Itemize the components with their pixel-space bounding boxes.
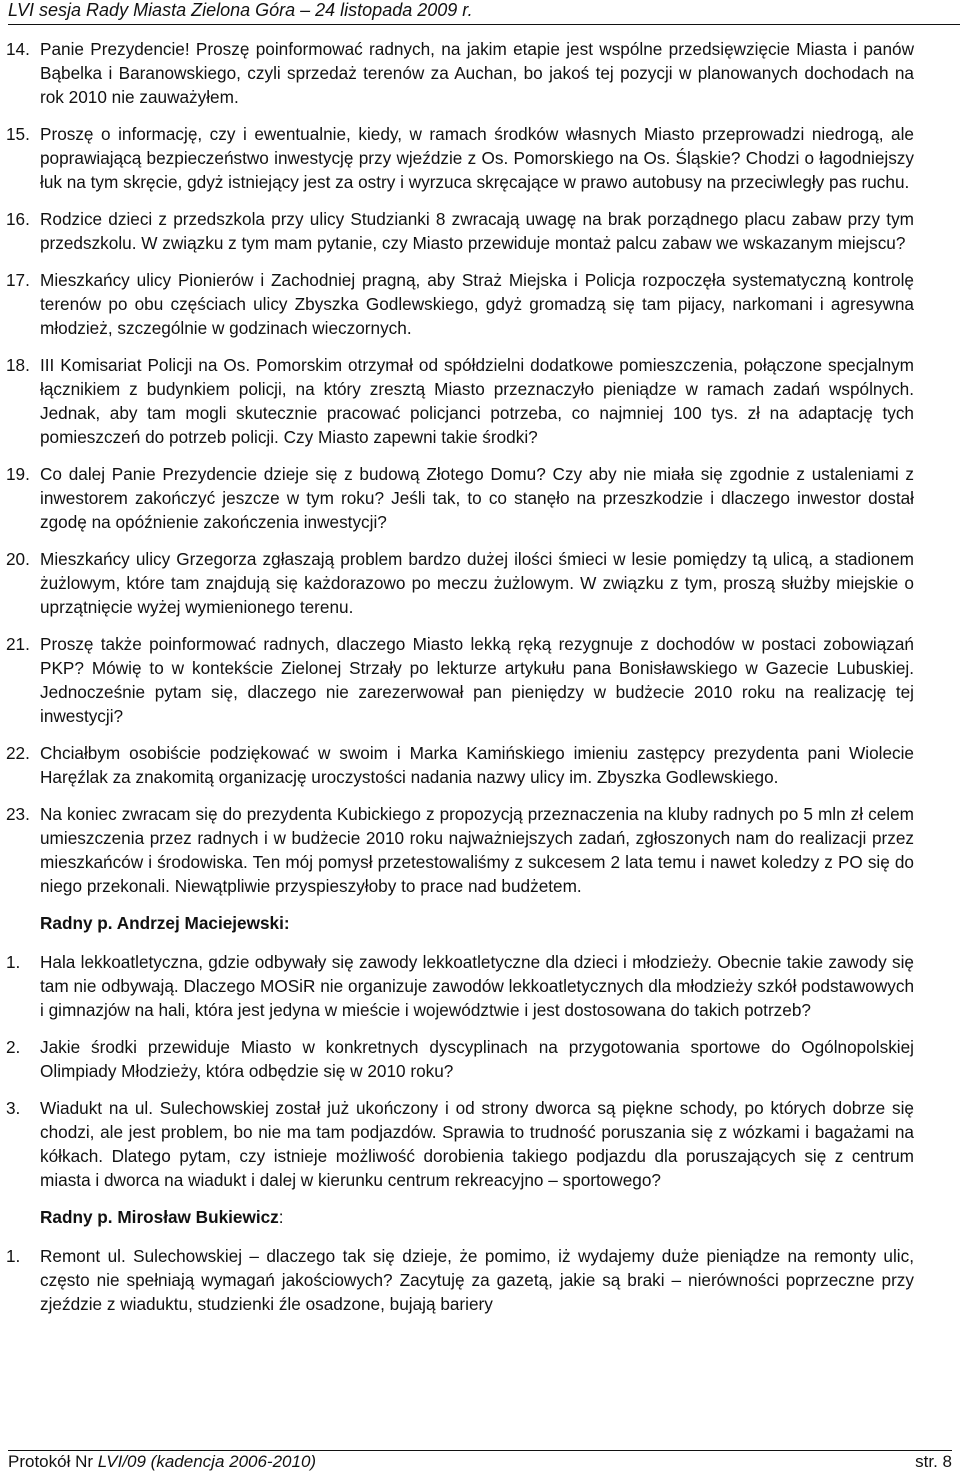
item-number: 1. — [6, 1246, 21, 1266]
item-number: 20. — [6, 549, 30, 569]
speaker-name: Radny p. Andrzej Maciejewski — [40, 913, 284, 933]
item-number: 14. — [6, 39, 30, 59]
page-header — [8, 0, 960, 25]
speaker-colon: : — [278, 1207, 284, 1227]
list-item — [6, 950, 914, 1022]
list-item — [6, 37, 914, 109]
item-number: 19. — [6, 464, 30, 484]
item-number: 18. — [6, 355, 30, 375]
list-item — [6, 1096, 914, 1192]
list-item — [6, 547, 914, 619]
list-item — [6, 1035, 914, 1083]
item-text: Mieszkańcy ulicy Pionierów i Zachodniej pragną, aby Straż Miejska i Policja rozpoczęła systematyczną kontrolę terenów po obu częściach ulicy Zbyszka Godlewskiego, gdyż gromadzą się tam pijacy, narkomani i agresywna młodzież, szczególnie w godzinach wieczornych. — [40, 270, 914, 338]
speaker-colon: : — [283, 913, 290, 933]
protocol-label: Protokół Nr — [8, 1452, 98, 1471]
list-item — [6, 122, 914, 194]
list-item — [6, 1244, 914, 1316]
item-number: 16. — [6, 209, 30, 229]
item-text: Panie Prezydencie! Proszę poinformować radnych, na jakim etapie jest wspólne przedsięwzięcie Miasta i panów Bąbelka i Baranowskiego, czyli sprzedaż terenów za Auchan, bo jakoś tej pozycji w planowanych dochodach na rok 2010 nie zauważyłem. — [40, 39, 914, 107]
item-text: Hala lekkoatletyczna, gdzie odbywały się zawody lekkoatletyczne dla dzieci i młodzieży. Obecnie takie zawody się tam nie odbywają. Dlaczego MOSiR nie organizuje zawodów lekkoatletycznych dla młodzieży szkół podstawowych i gimnazjów na hali, która jest jedyna w mieście i województwie i jest dostosowana do takich potrzeb? — [40, 952, 914, 1020]
item-number: 2. — [6, 1037, 21, 1057]
item-text: Chciałbym osobiście podziękować w swoim i Marka Kamińskiego imieniu zastępcy prezydenta pani Wiolecie Haręźlak za znakomitą organizację uroczystości nadania nazwy ulicy im. Zbyszka Godlewskiego. — [40, 743, 914, 787]
item-number: 1. — [6, 952, 21, 972]
protocol-term: LVI/09 (kadencja 2006-2010) — [97, 1452, 317, 1471]
list-item — [6, 462, 914, 534]
item-number: 15. — [6, 124, 30, 144]
item-number: 23. — [6, 804, 30, 824]
document-body — [6, 37, 914, 1329]
item-text: Na koniec zwracam się do prezydenta Kubickiego z propozycją przeznaczenia na kluby radnych po 5 mln zł celem umieszczenia przez radnych i w budżecie 2010 roku najważniejszych zadań, zgłoszonych nam do realizacji przez mieszkańców i środowiska. Ten mój pomysł przetestowaliśmy z sukcesem 2 lata temu i nawet koledzy z PO się do niego przekonali. Niewątpliwie przyspieszyłoby to prace nad budżetem. — [40, 804, 914, 896]
document-title: LVI sesja Rady Miasta Zielona Góra – 24 listopada 2009 r. — [8, 0, 473, 20]
list-item — [6, 353, 914, 449]
protocol-number — [8, 1451, 316, 1475]
item-text: Rodzice dzieci z przedszkola przy ulicy Studzianki 8 zwracają uwagę na brak porządnego placu zabaw przy tym przedszkolu. W związku z tym mam pytanie, czy Miasto przewiduje montaż palcu zabaw we wskazanym miejscu? — [40, 209, 914, 253]
item-text: III Komisariat Policji na Os. Pomorskim otrzymał od spółdzielni dodatkowe pomieszczenia, połączone specjalnym łącznikiem z budynkiem policji, na który zresztą Miasto przeznaczyło pieniądze w ramach zadań wspólnych. Jednak, aby tam mogli skutecznie pracować policjanci potrzeba, co najmniej 100 tys. zł na adaptację tych pomieszczeń do potrzeb policji. Czy Miasto zapewni takie środki? — [40, 355, 914, 447]
list-item — [6, 632, 914, 728]
item-text: Mieszkańcy ulicy Grzegorza zgłaszają problem bardzo dużej ilości śmieci w lesie pomiędzy tą ulicą, a stadionem żużlowym, które tam znajdują się każdorazowo po meczu żużlowym. W związku z tym, proszą służby miejskie o uprzątnięcie wyżej wymienionego terenu. — [40, 549, 914, 617]
item-text: Wiadukt na ul. Sulechowskiej został już ukończony i od strony dworca są piękne schody, po których dobrze się chodzi, ale jest problem, bo nie ma tam podjazdów. Sprawia to trudność poruszania się z wózkami i bagażami na kółkach. Dlatego pytam, czy istnieje możliwość dorobienia takiego podjazdu dla poruszających się z centrum miasta i dworca na wiadukt i dalej w kierunku centrum rekreacyjno – sportowego? — [40, 1098, 914, 1190]
list-item — [6, 741, 914, 789]
list-item — [6, 802, 914, 898]
item-number: 17. — [6, 270, 30, 290]
item-number: 22. — [6, 743, 30, 763]
item-number: 21. — [6, 634, 30, 654]
item-text: Proszę o informację, czy i ewentualnie, kiedy, w ramach środków własnych Miasto przeprowadzi niedrogą, ale poprawiającą bezpieczeństwo inwestycję przy wjeździe z Os. Pomorskiego na Os. Śląskie? Chodzi o łagodniejszy łuk na tym skręcie, gdyż istniejący jest za ostry i wyrzuca skręcające w prawo autobusy na przeciwległy pas ruchu. — [40, 124, 914, 192]
item-number: 3. — [6, 1098, 21, 1118]
page-number: str. 8 — [915, 1452, 952, 1471]
speaker-name: Radny p. Mirosław Bukiewicz — [40, 1207, 279, 1227]
item-text: Proszę także poinformować radnych, dlaczego Miasto lekką ręką rezygnuje z dochodów w postaci zobowiązań PKP? Mówię to w kontekście Zielonej Strzały po lekturze artykułu pana Bonisławskiego w Gazecie Lubuskiej. Jednocześnie pytam się, dlaczego nie zarezerwował pan pieniędzy w budżecie 2010 roku na realizację tej inwestycji? — [40, 634, 914, 726]
list-item — [6, 268, 914, 340]
speaker-heading — [40, 911, 914, 935]
item-text: Remont ul. Sulechowskiej – dlaczego tak się dzieje, że pomimo, iż wydajemy duże pieniądze na remonty ulic, często nie spełniają wymagań jakościowych? Zacytuję za gazetą, jakie są braki – nierówności poprzeczne przy zjeździe z wiaduktu, studzienki źle osadzone, bujają bariery — [40, 1246, 914, 1314]
page-footer — [8, 1450, 952, 1475]
list-item — [6, 207, 914, 255]
speaker-heading — [40, 1205, 914, 1229]
item-text: Jakie środki przewiduje Miasto w konkretnych dyscyplinach na przygotowania sportowe do Ogólnopolskiej Olimpiady Młodzieży, która odbędzie się w 2010 roku? — [40, 1037, 914, 1081]
item-text: Co dalej Panie Prezydencie dzieje się z budową Złotego Domu? Czy aby nie miała się zgodnie z ustaleniami z inwestorem zakończyć jeszcze w tym roku? Jeśli tak, to co stanęło na przeszkodzie i dlaczego inwestor dostał zgodę na opóźnienie zakończenia inwestycji? — [40, 464, 914, 532]
